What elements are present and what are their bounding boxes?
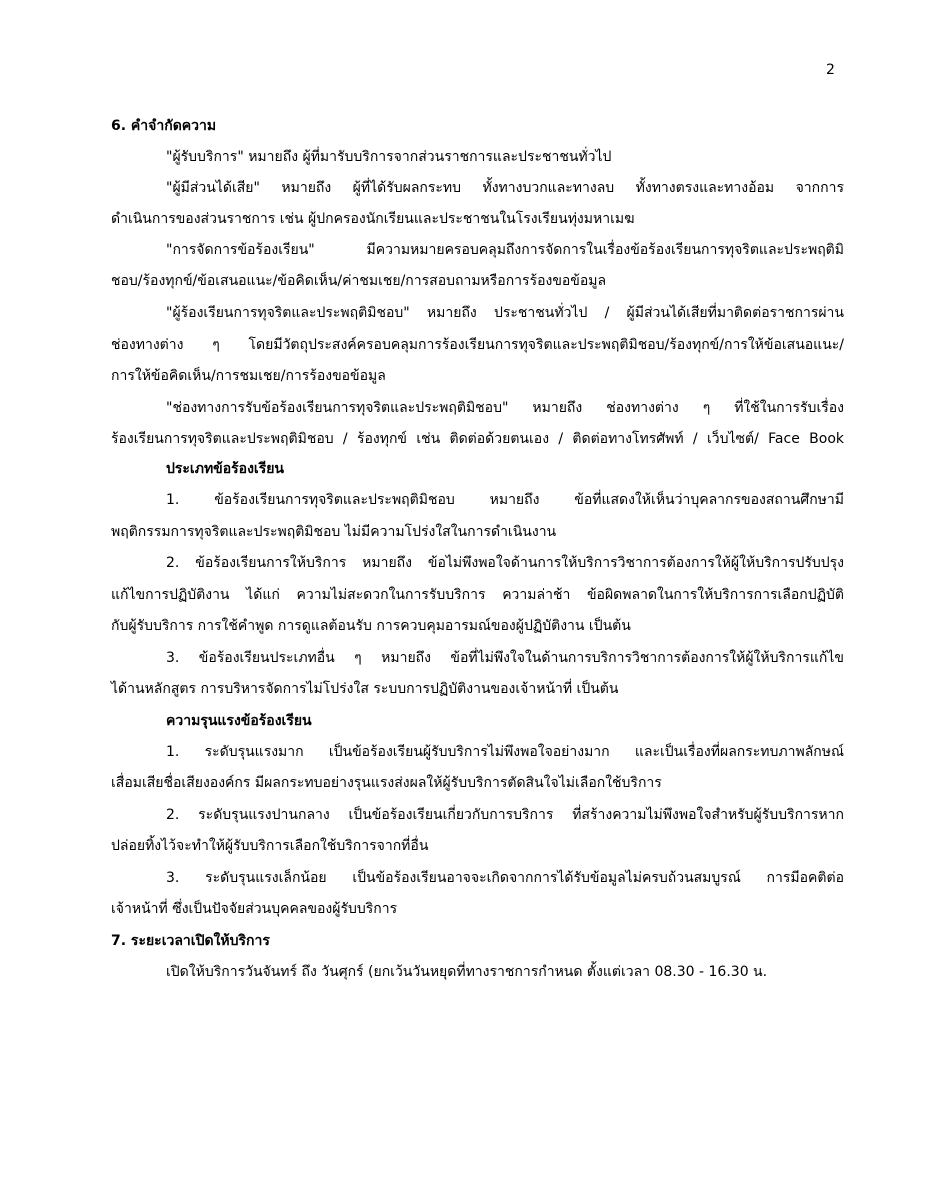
complaint-type-1-line-1: 1. ข้อร้องเรียนการทุจริตและประพฤติมิชอบ หมายถึง ข้อที่แสดงให้เห็นว่าบุคลากรของสถานศึกษามี: [166, 492, 844, 508]
severity-medium-line-2: ปล่อยทิ้งไว้จะทำให้ผู้รับบริการเลือกใช้บริการจากที่อื่น: [111, 838, 429, 854]
severity-high-line-1: 1. ระดับรุนแรงมาก เป็นข้อร้องเรียนผู้รับบริการไม่พึงพอใจอย่างมาก และเป็นเรื่องที่ผลกระทบภาพลักษณ์: [166, 744, 844, 760]
definition-service-recipient: "ผู้รับบริการ" หมายถึง ผู้ที่มารับบริการจากส่วนราชการและประชาชนทั่วไป: [166, 149, 612, 165]
page-number: 2: [826, 62, 835, 78]
service-hours-text: เปิดให้บริการวันจันทร์ ถึง วันศุกร์ (ยกเว้นวันหยุดที่ทางราชการกำหนด ตั้งแต่เวลา 08.30 - 16.30 น.: [166, 964, 768, 980]
complaint-type-2-line-1: 2. ข้อร้องเรียนการให้บริการ หมายถึง ข้อไม่พึงพอใจด้านการให้บริการวิชาการต้องการให้ผู้ให้บริการปรับปรุง: [166, 555, 844, 571]
complaint-type-2-line-2: แก้ไขการปฏิบัติงาน ได้แก่ ความไม่สะดวกในการรับบริการ ความล่าช้า ข้อผิดพลาดในการให้บริการการเลือกปฏิบัติ: [111, 587, 844, 603]
complaint-type-3-line-1: 3. ข้อร้องเรียนประเภทอื่น ๆ หมายถึง ข้อที่ไม่พึงใจในด้านการบริการวิชาการต้องการให้ผู้ให้บริการแก้ไข: [166, 650, 844, 666]
definition-complaint-management-line-2: ชอบ/ร้องทุกข์/ข้อเสนอแนะ/ข้อคิดเห็น/ค่าชมเชย/การสอบถามหรือการร้องขอข้อมูล: [111, 273, 607, 289]
definition-channels-line-2: ร้องเรียนการทุจริตและประพฤติมิชอบ / ร้องทุกข์ เช่น ติดต่อด้วยตนเอง / ติดต่อทางโทรศัพท์ / เว็บไซต์/ Face Book: [111, 431, 844, 447]
complaint-type-2-line-3: กับผู้รับบริการ การใช้คำพูด การดูแลต้อนรับ การควบคุมอารมณ์ของผู้ปฏิบัติงาน เป็นต้น: [111, 618, 631, 634]
complaint-type-3-line-2: ได้านหลักสูตร การบริหารจัดการไม่โปร่งใส ระบบการปฏิบัติงานของเจ้าหน้าที่ เป็นต้น: [111, 681, 619, 697]
section-7-heading: 7. ระยะเวลาเปิดให้บริการ: [111, 933, 270, 949]
definition-complainant-line-3: การให้ข้อคิดเห็น/การชมเชย/การร้องขอข้อมูล: [111, 368, 386, 384]
severity-heading: ความรุนแรงข้อร้องเรียน: [166, 713, 312, 729]
complaint-types-heading: ประเภทข้อร้องเรียน: [166, 461, 284, 477]
severity-high-line-2: เสื่อมเสียชื่อเสียงองค์กร มีผลกระทบอย่างรุนแรงส่งผลให้ผู้รับบริการตัดสินใจไม่เลือกใช้บริการ: [111, 775, 662, 791]
definition-stakeholder-line-1: "ผู้มีส่วนได้เสีย" หมายถึง ผู้ที่ได้รับผลกระทบ ทั้งทางบวกและทางลบ ทั้งทางตรงและทางอ้อม จากการ: [166, 180, 844, 196]
complaint-type-1-line-2: พฤติกรรมการทุจริตและประพฤติมิชอบ ไม่มีความโปร่งใสในการดำเนินงาน: [111, 524, 557, 540]
section-6-heading: 6. คำจำกัดความ: [111, 118, 217, 134]
severity-low-line-2: เจ้าหน้าที่ ซึ่งเป็นปัจจัยส่วนบุคคลของผู้รับบริการ: [111, 901, 398, 917]
severity-medium-line-1: 2. ระดับรุนแรงปานกลาง เป็นข้อร้องเรียนเกี่ยวกับการบริการ ที่สร้างความไม่พึงพอใจสำหรับผู้รับบริการหาก: [166, 807, 844, 823]
definition-stakeholder-line-2: ดำเนินการของส่วนราชการ เช่น ผู้ปกครองนักเรียนและประชาชนในโรงเรียนทุ่งมหาเมฆ: [111, 211, 635, 227]
severity-low-line-1: 3. ระดับรุนแรงเล็กน้อย เป็นข้อร้องเรียนอาจจะเกิดจากการได้รับข้อมูลไม่ครบถ้วนสมบูรณ์ การมีอคติต่อ: [166, 870, 844, 886]
definition-complainant-line-1: "ผู้ร้องเรียนการทุจริตและประพฤติมิชอบ" หมายถึง ประชาชนทั่วไป / ผู้มีส่วนได้เสียที่มาติดต่อราชการผ่าน: [166, 305, 844, 321]
definition-complaint-management-line-1: "การจัดการข้อร้องเรียน" มีความหมายครอบคลุมถึงการจัดการในเรื่องข้อร้องเรียนการทุจริตและประพฤติมิ: [166, 242, 844, 258]
definition-complainant-line-2: ช่องทางต่าง ๆ โดยมีวัตถุประสงค์ครอบคลุมการร้องเรียนการทุจริตและประพฤติมิชอบ/ร้องทุกข์/การให้ข้อเสนอแนะ/: [111, 337, 844, 353]
definition-channels-line-1: "ช่องทางการรับข้อร้องเรียนการทุจริตและประพฤติมิชอบ" หมายถึง ช่องทางต่าง ๆ ที่ใช้ในการรับเรื่อง: [166, 400, 844, 416]
